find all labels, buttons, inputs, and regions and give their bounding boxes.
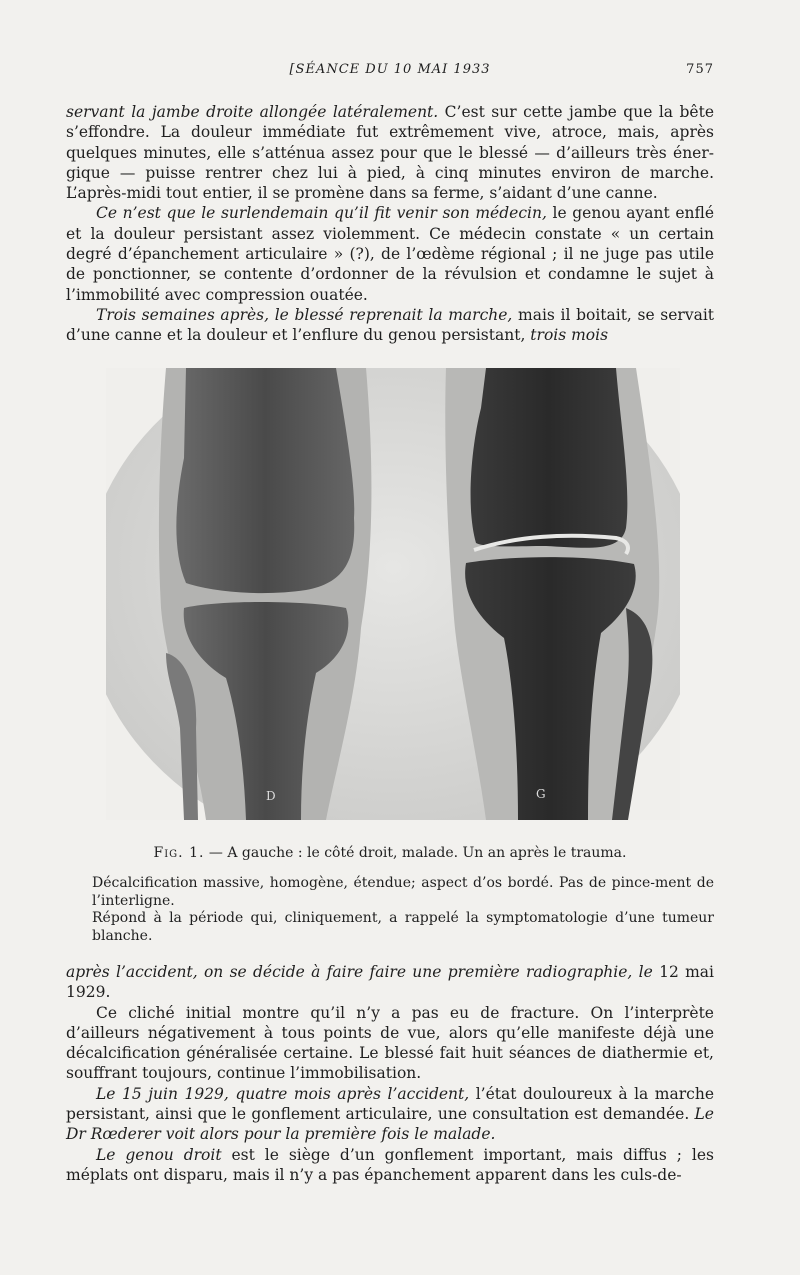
text-run: est le siège d’un gonflement important, mais diffus ; les méplats ont disparu, mais il n’y a pas épanchement apparent dans les culs-de- <box>66 1145 715 1184</box>
text-run: 12 mai 1929. <box>66 963 714 1002</box>
text-italic: Le Dr Rœderer voit alors pour la première fois le malade. <box>66 1105 714 1144</box>
figure-label: Fig. 1. <box>153 845 205 861</box>
figure-caption <box>66 845 714 861</box>
caption-text: — A gauche : le côté droit, malade. Un an après le trauma. <box>204 845 627 861</box>
text-italic: trois mois <box>525 326 609 345</box>
marker-right: G <box>536 787 546 801</box>
text-italic: Le 15 juin 1929, quatre mois après l’accident, <box>96 1084 470 1103</box>
knee-radiograph <box>106 368 680 820</box>
text-italic: Ce n’est que le surlendemain qu’il fit venir son médecin, <box>96 204 547 223</box>
running-header <box>66 62 714 82</box>
header-title: [SÉANCE DU 10 MAI 1933 <box>289 62 491 77</box>
text-italic: après l’accident, on se décide à faire faire une première radiographie, le <box>66 963 653 981</box>
text-italic: servant la jambe droite allongée latéralement. <box>66 103 439 121</box>
text-run: mais il boitait, se servait d’une canne et la douleur et l’enflure du genou persistant, <box>66 305 715 345</box>
text-run: Ce cliché initial montre qu’il n’y a pas eu de fracture. On l’interprète d’ailleurs négativement à tous points de vue, alors qu’elle manifeste déjà une décalcification généralisée certaine. Le blessé fait huit séances de diathermie et, souffrant toujours, continue l’immobilisation. <box>66 1003 714 1083</box>
marker-left: D <box>266 789 276 803</box>
figure-note: Décalcification massive, homogène, étendue; aspect d’os bordé. Pas de pince-ment de l’interligne. <box>92 875 714 909</box>
page-number: 757 <box>686 62 714 77</box>
text-italic: Le genou droit <box>96 1145 222 1164</box>
radiograph-image <box>106 368 680 820</box>
body-text-top <box>66 102 714 346</box>
text-run: le genou ayant enflé et la douleur persistant assez violemment. Ce médecin constate « un certain degré d’épanchement articulaire » (?), de l’œdème régional ; il ne juge pas utile de ponctionner, se contente d’ordonner de la révulsion et condamne le sujet à l’immobilité avec compression ouatée. <box>66 204 715 304</box>
body-text-bottom <box>66 962 714 1185</box>
text-run: C’est sur cette jambe que la bête s’effondre. La douleur immédiate fut extrêmement vive, atroce, mais, après quelques minutes, elle s’atténua assez pour que le blessé — d’ailleurs très éner-gique — puisse rentrer chez lui à pied, à cinq minutes environ de marche. L’après-midi tout entier, il se promène dans sa ferme, s’aidant d’une canne. <box>66 103 714 203</box>
figure-note: Répond à la période qui, cliniquement, a rappelé la symptomatologie d’une tumeur blanche. <box>92 910 714 944</box>
text-italic: Trois semaines après, le blessé reprenait la marche, <box>96 305 513 324</box>
text-run: l’état douloureux à la marche persistant, ainsi que le gonflement articulaire, une consultation est demandée. <box>66 1084 714 1124</box>
